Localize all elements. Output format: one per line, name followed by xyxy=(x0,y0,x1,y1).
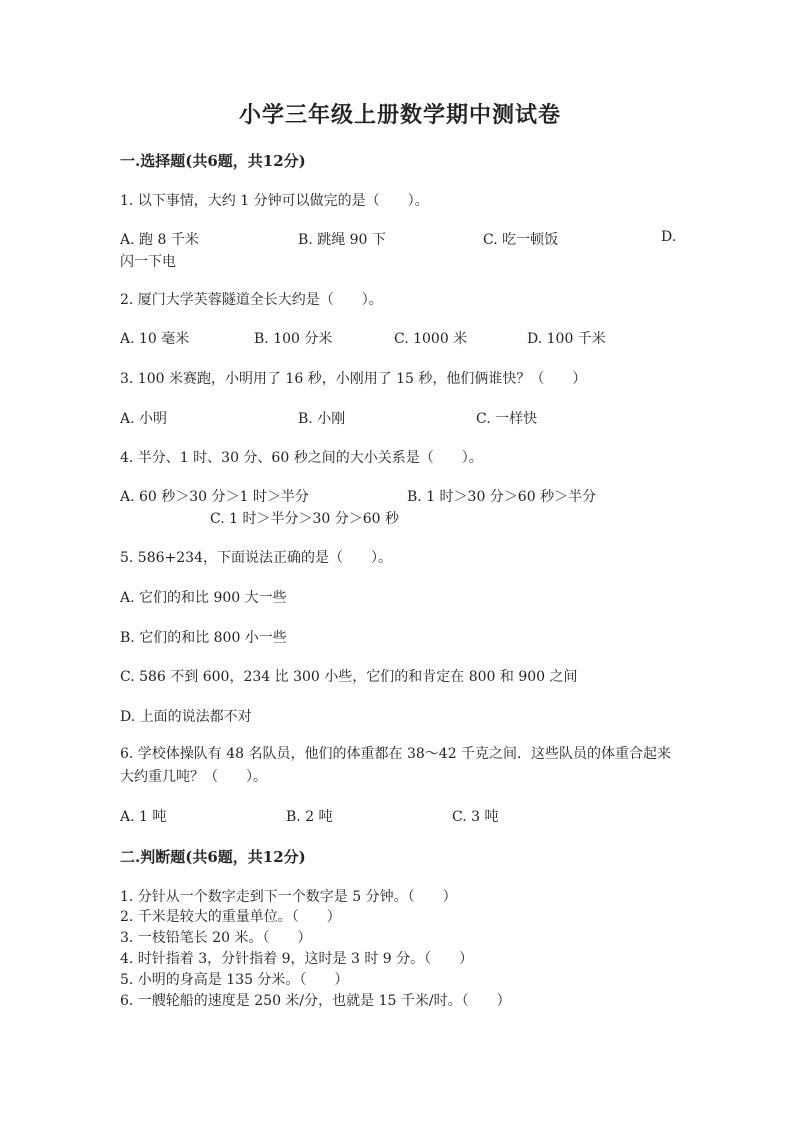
question-5-stem: 5. 586+234，下面说法正确的是（ ）。 xyxy=(120,550,392,566)
question-4-option-c: C. 1 时＞半分＞30 分＞60 秒 xyxy=(210,511,399,527)
question-1-option-d-text: 闪一下电 xyxy=(120,254,176,270)
question-5-option-c: C. 586 不到 600，234 比 300 小些，它们的和肯定在 800 和 900 之间 xyxy=(120,669,578,685)
judgement-item-4: 4. 时针指着 3，分针指着 9，这时是 3 时 9 分。（ ） xyxy=(120,951,474,967)
question-2-option-a: A. 10 毫米 xyxy=(120,331,190,347)
question-1-option-b: B. 跳绳 90 下 xyxy=(298,232,386,248)
question-1-option-a: A. 跑 8 千米 xyxy=(120,232,199,248)
section-heading-judgement: 二.判断题(共6题，共12分) xyxy=(120,848,306,866)
question-3-option-b: B. 小刚 xyxy=(298,411,346,427)
question-1-option-c: C. 吃一顿饭 xyxy=(483,232,559,248)
question-1-stem: 1. 以下事情，大约 1 分钟可以做完的是（ ）。 xyxy=(120,193,429,209)
question-4-option-b: B. 1 时＞30 分＞60 秒＞半分 xyxy=(407,489,597,505)
question-3-option-c: C. 一样快 xyxy=(476,411,538,427)
judgement-item-1: 1. 分针从一个数字走到下一个数字是 5 分钟。（ ） xyxy=(120,889,457,905)
section-heading-choice: 一.选择题(共6题，共12分) xyxy=(120,152,306,170)
page-title: 小学三年级上册数学期中测试卷 xyxy=(238,102,561,128)
judgement-item-2: 2. 千米是较大的重量单位。（ ） xyxy=(120,909,341,925)
judgement-item-3: 3. 一枝铅笔长 20 米。（ ） xyxy=(120,930,312,946)
question-2-option-b: B. 100 分米 xyxy=(254,331,333,347)
question-6-stem: 6. 学校体操队有 48 名队员，他们的体重都在 38～42 千克之间．这些队员的体重合起来大约重几吨？（ ）。 xyxy=(120,746,672,785)
question-5-option-b: B. 它们的和比 800 小一些 xyxy=(120,630,287,646)
question-2-option-c: C. 1000 米 xyxy=(394,331,468,347)
question-3-option-a: A. 小明 xyxy=(120,411,168,427)
question-2-stem: 2. 厦门大学芙蓉隧道全长大约是（ ）。 xyxy=(120,292,383,308)
question-3-stem: 3. 100 米赛跑，小明用了 16 秒，小刚用了 15 秒，他们俩谁快？（ ） xyxy=(120,371,587,387)
question-2-option-d: D. 100 千米 xyxy=(527,331,606,347)
question-6-option-b: B. 2 吨 xyxy=(286,809,333,825)
question-6-option-c: C. 3 吨 xyxy=(452,809,499,825)
question-4-option-a: A. 60 秒＞30 分＞1 时＞半分 xyxy=(120,489,309,505)
question-5-option-a: A. 它们的和比 900 大一些 xyxy=(120,590,287,606)
question-4-stem: 4. 半分、1 时、30 分、60 秒之间的大小关系是（ ）。 xyxy=(120,450,483,466)
judgement-item-5: 5. 小明的身高是 135 分米。（ ） xyxy=(120,972,349,988)
question-5-option-d: D. 上面的说法都不对 xyxy=(120,709,252,725)
question-6-option-a: A. 1 吨 xyxy=(120,809,167,825)
question-1-option-d: D. xyxy=(661,229,677,245)
judgement-item-6: 6. 一艘轮船的速度是 250 米/分，也就是 15 千米/时。（ ） xyxy=(120,993,511,1009)
